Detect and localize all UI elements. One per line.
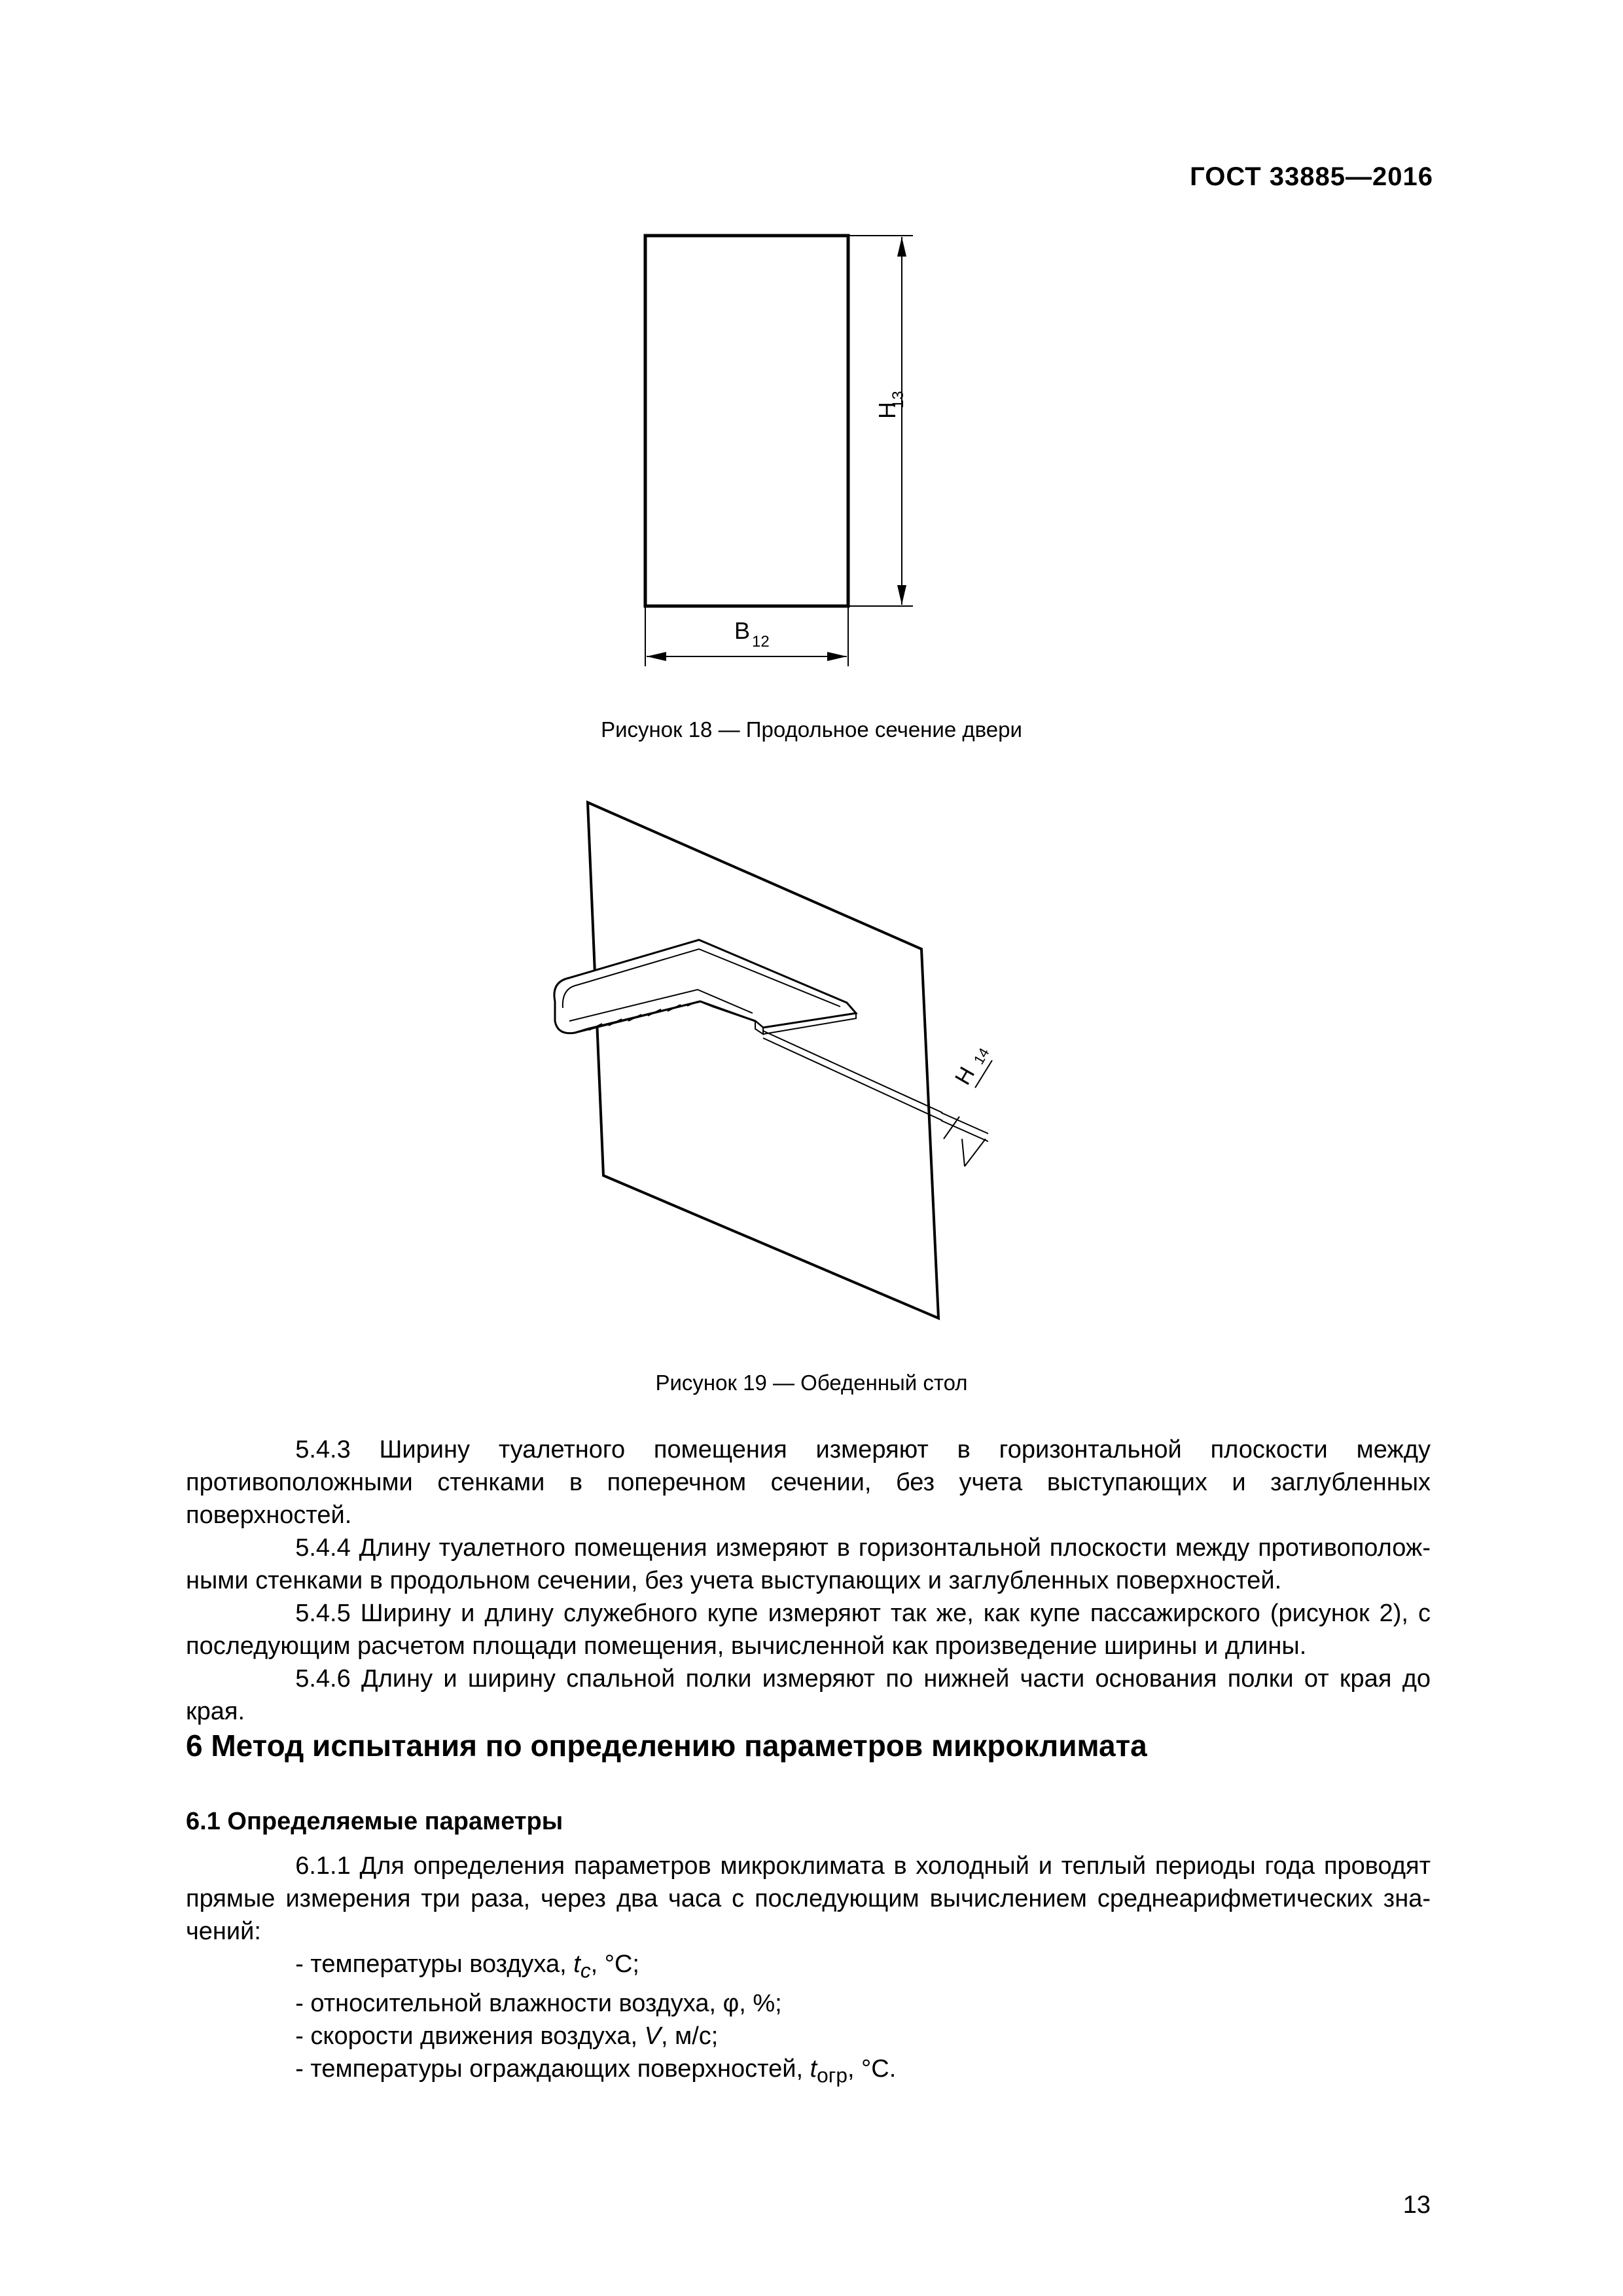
- paragraphs-block: [186, 1433, 1431, 1728]
- h14-dimension-line: [965, 1139, 986, 1166]
- paragraph-5-4-5: 5.4.5 Ширину и длину служебного купе измеряют так же, как купе пассажирского (рисунок 2), с последующим расчетом площади помещения, вычисленной как произведение ширины и длины.: [186, 1600, 1431, 1660]
- table-top: [554, 940, 856, 1033]
- height-label: H: [874, 402, 901, 419]
- section-6-heading: 6 Метод испытания по определению параметров микроклимата: [186, 1729, 1147, 1763]
- width-label-sub: 12: [752, 633, 770, 651]
- door-section-rect: [645, 236, 848, 606]
- subsection-6-1-heading: 6.1 Определяемые параметры: [186, 1808, 563, 1835]
- list-item: - скорости движения воздуха, V, м/с;: [295, 2022, 719, 2050]
- width-label: B: [734, 617, 751, 644]
- figure-19-caption: Рисунок 19 — Обеденный стол: [655, 1371, 968, 1395]
- list-item: - относительной влажности воздуха, φ, %;: [295, 1989, 782, 2017]
- standard-number: ГОСТ 33885—2016: [1190, 162, 1433, 191]
- paragraph-6-1-1: 6.1.1 Для определения параметров микроклимата в холодный и теплый периоды года проводят прямые измерения три раза, через два часа с последующим вычислением среднеарифметических значений:: [186, 1852, 1431, 1945]
- list-item: - температуры ограждающих поверхностей, $t_{огр}$, °С.: [295, 2054, 897, 2087]
- parameter-list: [186, 1948, 896, 2091]
- page-number: 13: [1402, 2191, 1431, 2219]
- paragraph-5-4-3: 5.4.3 Ширину туалетного помещения измеряют в горизонтальной плоскости между противоположными стенками в поперечном сечении, без учета выступающих и заглубленных поверхностей.: [186, 1436, 1431, 1529]
- paragraph-5-4-6: 5.4.6 Длину и ширину спальной полки измеряют по нижней части основания полки от края до края.: [186, 1665, 1431, 1725]
- h14-label-sub: 14: [970, 1045, 993, 1067]
- paragraph-5-4-4: 5.4.4 Длину туалетного помещения измеряют в горизонтальной плоскости между противоположными стенками в продольном сечении, без учета выступающих и заглубленных поверхностей.: [186, 1534, 1431, 1594]
- figure-19-drawing: [554, 802, 992, 1318]
- wall-plane: [588, 802, 938, 1318]
- list-item: - температуры воздуха, $t_c$, °С;: [295, 1950, 639, 1982]
- height-label-sub: 13: [889, 391, 907, 408]
- figure-18-caption: Рисунок 18 — Продольное сечение двери: [601, 717, 1022, 742]
- figure-18-drawing: [645, 236, 913, 666]
- h14-label: H: [950, 1062, 980, 1089]
